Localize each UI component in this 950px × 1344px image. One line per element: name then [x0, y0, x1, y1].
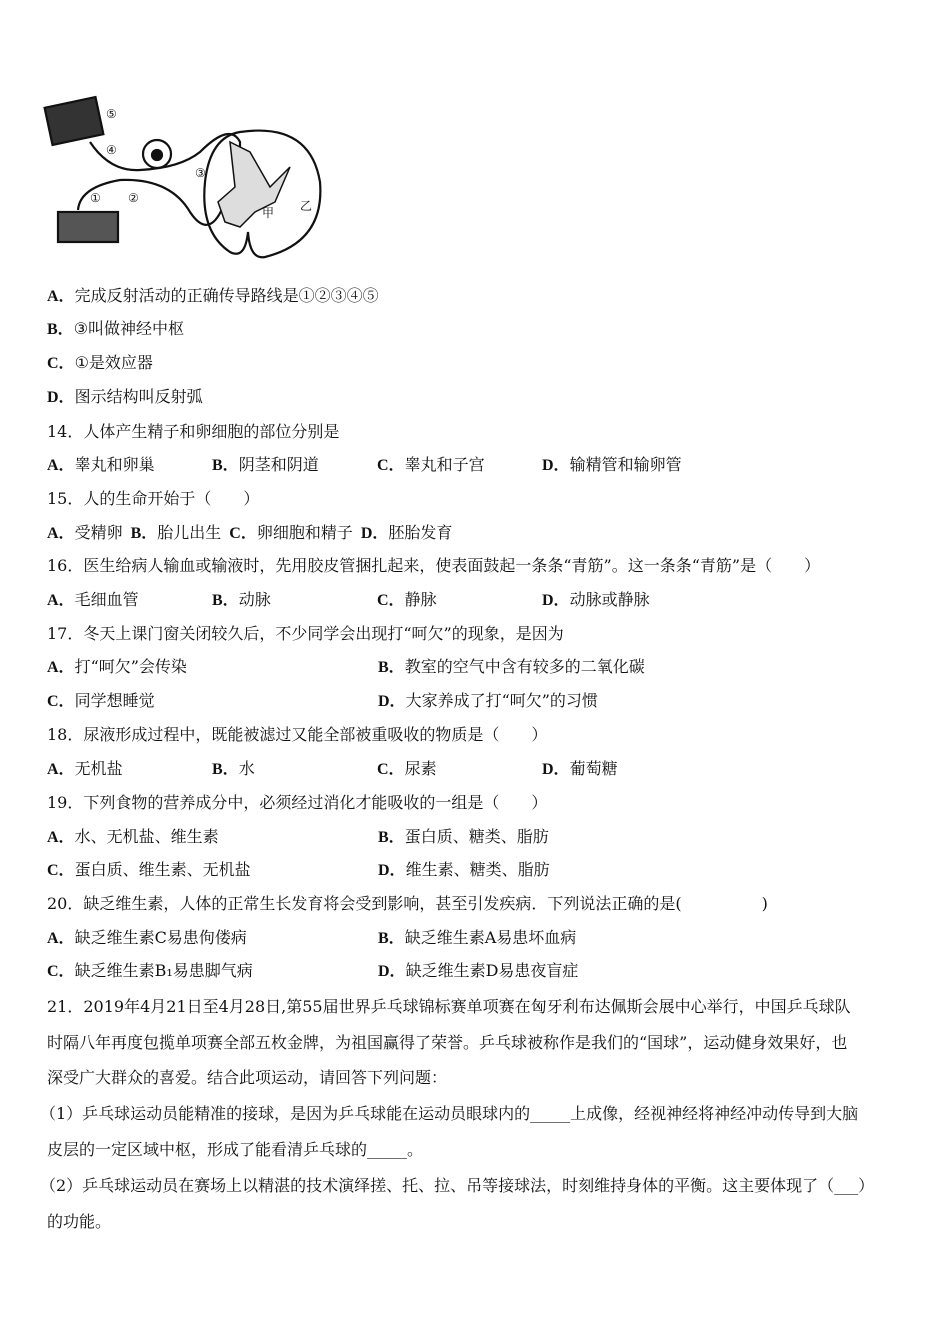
answer-option — [378, 826, 549, 849]
option-label: B． — [212, 761, 239, 778]
answer-option — [47, 656, 187, 679]
answer-option — [542, 589, 650, 612]
option-label: A． — [47, 761, 75, 778]
option-text: 睾丸和子宫 — [404, 455, 485, 474]
option-label: B． — [130, 525, 158, 542]
answer-option — [47, 454, 155, 477]
option-text: 葡萄糖 — [569, 759, 618, 778]
option-text: 缺乏维生素B₁易患脚气病 — [74, 961, 253, 980]
option-label: A． — [47, 930, 75, 947]
option-text: 打“呵欠”会传染 — [74, 657, 187, 676]
option-text: 静脉 — [404, 590, 437, 609]
option-label: C． — [47, 862, 75, 879]
option-text: 输精管和输卵管 — [569, 455, 682, 474]
option-label: D． — [542, 592, 570, 609]
option-text: 蛋白质、维生素、无机盐 — [74, 860, 251, 879]
diagram-label: ① — [90, 191, 101, 205]
option-text: 胚胎发育 — [388, 523, 453, 542]
answer-option — [542, 454, 682, 477]
answer-option — [47, 960, 253, 983]
diagram-label: ③ — [195, 166, 206, 180]
option-label: B． — [378, 930, 405, 947]
question-stem: 14．人体产生精子和卵细胞的部位分别是 — [47, 422, 340, 441]
diagram-label: ④ — [106, 143, 117, 157]
option-label: A． — [47, 659, 75, 676]
reflex-arc-diagram — [40, 92, 340, 272]
option-label: A． — [47, 525, 75, 542]
option-text: 同学想睡觉 — [74, 691, 155, 710]
option-text: 图示结构叫反射弧 — [74, 387, 203, 406]
option-text: 缺乏维生素D易患夜盲症 — [405, 961, 579, 980]
diagram-label: 甲 — [262, 206, 275, 220]
option-label: D． — [542, 457, 570, 474]
option-label: A． — [47, 592, 75, 609]
option-label: C． — [377, 457, 405, 474]
answer-option — [212, 454, 319, 477]
option-label: D． — [378, 693, 406, 710]
option-label: B． — [212, 592, 239, 609]
question-stem: 19．下列食物的营养成分中，必须经过消化才能吸收的一组是（ ） — [47, 793, 548, 812]
answer-option — [47, 927, 247, 950]
option-label: C． — [377, 592, 405, 609]
question-text-line: （1）乒乓球运动员能精准的接球，是因为乒乓球能在运动员眼球内的_____上成像，经视神经将神经冲动传导到大脑 — [40, 1104, 859, 1123]
option-text: 完成反射活动的正确传导路线是①②③④⑤ — [74, 286, 379, 305]
option-text: 受精卵 — [74, 523, 123, 542]
option-text: 尿素 — [404, 759, 437, 778]
question-stem: 18．尿液形成过程中，既能被滤过又能全部被重吸收的物质是（ ） — [47, 725, 548, 744]
diagram-label: ② — [128, 191, 139, 205]
question-text-line: 时隔八年再度包揽单项赛全部五枚金牌，为祖国赢得了荣誉。乒乓球被称作是我们的“国球”，运动健身效果好，也 — [47, 1033, 848, 1052]
option-label: D． — [378, 963, 406, 980]
question-text-line: 21．2019年4月21日至4月28日,第55届世界乒乓球锦标赛单项赛在匈牙利布达佩斯会展中心举行，中国乒乓球队 — [47, 997, 851, 1016]
question-stem: 15．人的生命开始于（ ） — [47, 489, 260, 508]
option-text: 卵细胞和精子 — [256, 523, 353, 542]
answer-option — [131, 523, 222, 542]
option-label: C． — [229, 525, 257, 542]
answer-option — [47, 386, 203, 409]
option-label: C． — [377, 761, 405, 778]
option-text: 阴茎和阴道 — [238, 455, 319, 474]
answer-option — [378, 927, 576, 950]
option-text: 水、无机盐、维生素 — [74, 827, 219, 846]
option-label: B． — [212, 457, 239, 474]
option-text: 大家养成了打“呵欠”的习惯 — [405, 691, 598, 710]
answer-option — [47, 690, 155, 713]
option-label: B． — [378, 659, 405, 676]
option-text: ①是效应器 — [74, 353, 153, 372]
answer-option — [47, 758, 123, 781]
question-stem: 16．医生给病人输血或输液时，先用胶皮管捆扎起来，使表面鼓起一条条“青筋”。这一条条“青筋”是（ ） — [47, 556, 821, 575]
option-text: 毛细血管 — [74, 590, 139, 609]
option-text: 无机盐 — [74, 759, 123, 778]
option-label: B． — [378, 829, 405, 846]
answer-option — [361, 523, 453, 542]
option-text: 蛋白质、糖类、脂肪 — [404, 827, 549, 846]
option-label: D． — [47, 389, 75, 406]
option-text: ③叫做神经中枢 — [73, 319, 185, 338]
question-text-line: 深受广大群众的喜爱。结合此项运动，请回答下列问题： — [47, 1068, 448, 1087]
question-text-line: （2）乒乓球运动员在赛场上以精湛的技术演绎搓、托、拉、吊等接球法，时刻维持身体的平衡。这主要体现了（___） — [40, 1176, 875, 1195]
answer-option — [377, 589, 437, 612]
answer-option — [47, 523, 123, 542]
option-label: D． — [360, 525, 389, 542]
option-label: C． — [47, 355, 75, 372]
option-label: D． — [542, 761, 570, 778]
option-label: D． — [378, 862, 406, 879]
answer-option — [47, 826, 219, 849]
option-text: 缺乏维生素A易患坏血病 — [404, 928, 577, 947]
answer-option — [377, 454, 485, 477]
option-label: A． — [47, 288, 75, 305]
option-text: 教室的空气中含有较多的二氧化碳 — [404, 657, 645, 676]
option-label: C． — [47, 963, 75, 980]
option-text: 胎儿出生 — [157, 523, 222, 542]
option-label: A． — [47, 457, 75, 474]
question-text-line: 皮层的一定区域中枢，形成了能看清乒乓球的_____。 — [47, 1140, 424, 1159]
answer-option — [47, 589, 139, 612]
option-label: A． — [47, 829, 75, 846]
option-text: 睾丸和卵巢 — [74, 455, 155, 474]
answer-option — [47, 285, 379, 308]
question-stem: 20．缺乏维生素，人体的正常生长发育将会受到影响，甚至引发疾病．下列说法正确的是( ) — [47, 894, 768, 913]
diagram-label: 乙 — [300, 199, 313, 213]
answer-option — [47, 318, 184, 341]
answer-option — [378, 690, 598, 713]
answer-option — [377, 758, 437, 781]
question-stem: 17．冬天上课门窗关闭较久后，不少同学会出现打“呵欠”的现象，是因为 — [47, 624, 564, 643]
option-text: 动脉或静脉 — [569, 590, 650, 609]
question-text-line: 的功能。 — [47, 1212, 112, 1231]
option-text: 维生素、糖类、脂肪 — [405, 860, 550, 879]
answer-option — [378, 656, 645, 679]
answer-option — [542, 758, 618, 781]
option-label: C． — [47, 693, 75, 710]
option-text: 动脉 — [238, 590, 271, 609]
option-text: 水 — [238, 759, 255, 778]
answer-option — [212, 589, 271, 612]
answer-option — [47, 352, 153, 375]
option-text: 缺乏维生素C易患佝偻病 — [74, 928, 247, 947]
diagram-label: ⑤ — [106, 107, 117, 121]
option-label: B． — [47, 321, 74, 338]
option-line — [47, 522, 460, 544]
answer-option — [378, 859, 550, 882]
answer-option — [212, 758, 255, 781]
answer-option — [229, 523, 353, 542]
answer-option — [47, 859, 251, 882]
answer-option — [378, 960, 578, 983]
